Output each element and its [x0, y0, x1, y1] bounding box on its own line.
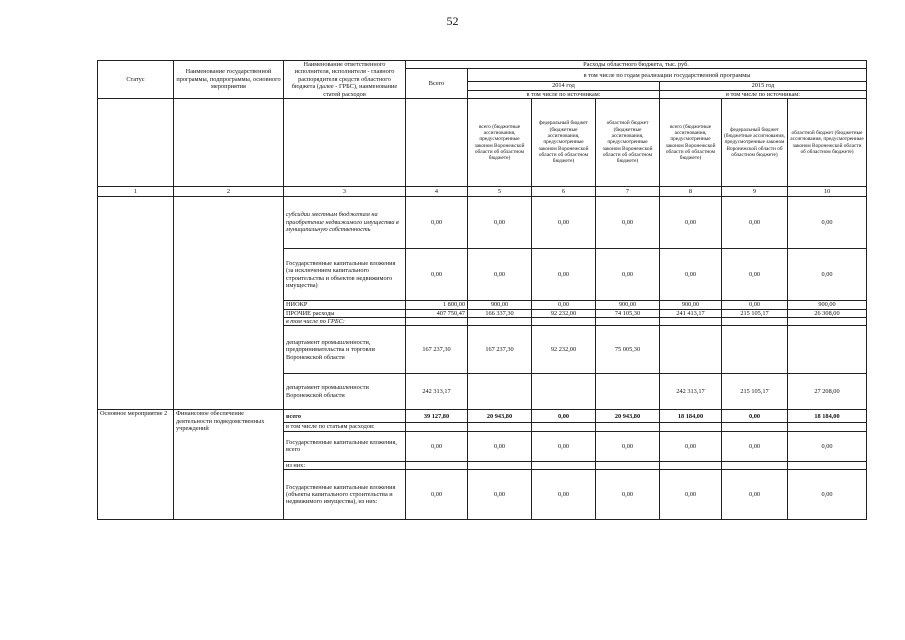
cell-value: 0,00: [788, 249, 867, 301]
cell-value: 0,00: [596, 470, 660, 520]
executor-header: Наименование ответственного исполнителя, исполнителя - главного распорядителя средств областного бюджета (далее - ГРБС), наименование статей расходов: [284, 61, 406, 99]
cell-value: 0,00: [660, 249, 722, 301]
cell-value: 0,00: [722, 249, 788, 301]
cell-value: 75 005,30: [596, 326, 660, 374]
cell-value: [722, 326, 788, 374]
cell-value: 215 105,17: [722, 374, 788, 410]
cell-value: 0,00: [532, 249, 596, 301]
cell-value: 0,00: [722, 431, 788, 461]
col-number: 2: [174, 187, 284, 197]
cell-value: 0,00: [532, 301, 596, 309]
cell-value: 0,00: [596, 249, 660, 301]
status-cell: Основное мероприятие 2: [98, 410, 174, 520]
total-header: Всего: [406, 69, 468, 99]
cell-value: 0,00: [596, 431, 660, 461]
cell-value: 0,00: [468, 431, 532, 461]
cell-value: 1 800,00: [406, 301, 468, 309]
cell-value: 0,00: [532, 431, 596, 461]
row-label: Государственные капитальные вложения (за исключением капитального строительства и объектов недвижимого имущества): [284, 249, 406, 301]
cell-value: 167 237,30: [468, 326, 532, 374]
cell-value: 0,00: [596, 197, 660, 249]
cell-value: 26 308,00: [788, 309, 867, 317]
cell-value: [532, 374, 596, 410]
row-label: в том числе по статьям расходов:: [284, 423, 406, 431]
col-number: 5: [468, 187, 532, 197]
row-label: субсидии местным бюджетам на приобретение недвижимого имущества в муниципальную собственность: [284, 197, 406, 249]
cell-value: 0,00: [722, 410, 788, 423]
sources-2015-header: в том числе по источникам:: [660, 90, 867, 98]
cell-value: 215 105,17: [722, 309, 788, 317]
cell-value: 0,00: [532, 470, 596, 520]
cell-value: [660, 326, 722, 374]
row-label: из них:: [284, 461, 406, 469]
cell-value: [596, 374, 660, 410]
cell-value: [468, 374, 532, 410]
year-2014-header: 2014 год: [468, 82, 660, 90]
cell-value: 0,00: [788, 197, 867, 249]
cell-value: 27 208,00: [788, 374, 867, 410]
row-label: Государственные капитальные вложения, всего: [284, 431, 406, 461]
table-row: [98, 197, 867, 249]
col8-header: всего (бюджетные ассигнования, предусмотренные законом Воронежской области об областном бюджете): [660, 99, 722, 187]
col5-header: всего (бюджетные ассигнования, предусмотренные законом Воронежской области об областном бюджете): [468, 99, 532, 187]
expenses-title: Расходы областного бюджета, тыс. руб.: [406, 61, 867, 69]
cell-value: 92 232,00: [532, 326, 596, 374]
cell-value: 0,00: [722, 470, 788, 520]
cell-value: 407 750,47: [406, 309, 468, 317]
col-number: 4: [406, 187, 468, 197]
cell-value: 39 127,80: [406, 410, 468, 423]
year-2015-header: 2015 год: [660, 82, 867, 90]
cell-value: 74 105,30: [596, 309, 660, 317]
column-number-row: [98, 187, 867, 197]
cell-value: 0,00: [660, 431, 722, 461]
cell-value: 242 313,17: [660, 374, 722, 410]
cell-value: 0,00: [788, 470, 867, 520]
col-number: 3: [284, 187, 406, 197]
row-label: НИОКР: [284, 301, 406, 309]
row-label: всего: [284, 410, 406, 423]
col-number: 1: [98, 187, 174, 197]
col-number: 10: [788, 187, 867, 197]
cell-value: 0,00: [468, 249, 532, 301]
cell-value: 20 943,80: [596, 410, 660, 423]
cell-value: 20 943,80: [468, 410, 532, 423]
cell-value: 0,00: [532, 410, 596, 423]
row-label: Государственные капитальные вложения (объекты капитального строительства и недвижимого имущества), из них:: [284, 470, 406, 520]
cell-value: 0,00: [406, 470, 468, 520]
col-number: 8: [660, 187, 722, 197]
cell-value: 167 237,30: [406, 326, 468, 374]
row-label: департамент промышленности Воронежской области: [284, 374, 406, 410]
cell-value: 18 184,00: [660, 410, 722, 423]
col-number: 6: [532, 187, 596, 197]
page-number: 52: [446, 14, 459, 28]
cell-value: 900,00: [660, 301, 722, 309]
status-header: Статус: [98, 61, 174, 99]
budget-table: [97, 60, 867, 520]
cell-value: 166 337,30: [468, 309, 532, 317]
cell-value: 900,00: [788, 301, 867, 309]
cell-value: 241 413,17: [660, 309, 722, 317]
cell-value: 0,00: [406, 249, 468, 301]
cell-value: 900,00: [468, 301, 532, 309]
cell-value: 0,00: [406, 431, 468, 461]
table-row: [98, 410, 867, 423]
cell-value: 0,00: [722, 301, 788, 309]
col10-header: областной бюджет (бюджетные ассигнования, предусмотренные законом Воронежской области об областном бюджете): [788, 99, 867, 187]
program-name-header: Наименование государственной программы, подпрограммы, основного мероприятия: [174, 61, 284, 99]
cell-value: 18 184,00: [788, 410, 867, 423]
cell-value: 242 313,17: [406, 374, 468, 410]
cell-value: 0,00: [660, 197, 722, 249]
col6-header: федеральный бюджет (бюджетные ассигнования, предусмотренные законом Воронежской области об областном бюджете): [532, 99, 596, 187]
cell-value: 0,00: [532, 197, 596, 249]
row-label: ПРОЧИЕ расходы: [284, 309, 406, 317]
cell-value: 0,00: [788, 431, 867, 461]
cell-value: 0,00: [468, 197, 532, 249]
col-number: 7: [596, 187, 660, 197]
row-label: в том числе по ГРБС:: [284, 317, 406, 325]
sources-2014-header: в том числе по источникам:: [468, 90, 660, 98]
cell-value: [788, 326, 867, 374]
cell-value: 0,00: [468, 470, 532, 520]
program-cell: Финансовое обеспечение деятельности подведомственных учреждений: [174, 410, 284, 520]
cell-value: 0,00: [660, 470, 722, 520]
by-years-header: в том числе по годам реализации государственной программы: [468, 69, 867, 82]
row-label: департамент промышленности, предпринимательства и торговли Воронежской области: [284, 326, 406, 374]
cell-value: 92 232,00: [532, 309, 596, 317]
col7-header: областной бюджет (бюджетные ассигнования, предусмотренные законом Воронежской области об областном бюджете): [596, 99, 660, 187]
cell-value: 0,00: [722, 197, 788, 249]
col-number: 9: [722, 187, 788, 197]
cell-value: 900,00: [596, 301, 660, 309]
col9-header: федеральный бюджет (бюджетные ассигнования, предусмотренные законом Воронежской области об областном бюджете): [722, 99, 788, 187]
cell-value: 0,00: [406, 197, 468, 249]
